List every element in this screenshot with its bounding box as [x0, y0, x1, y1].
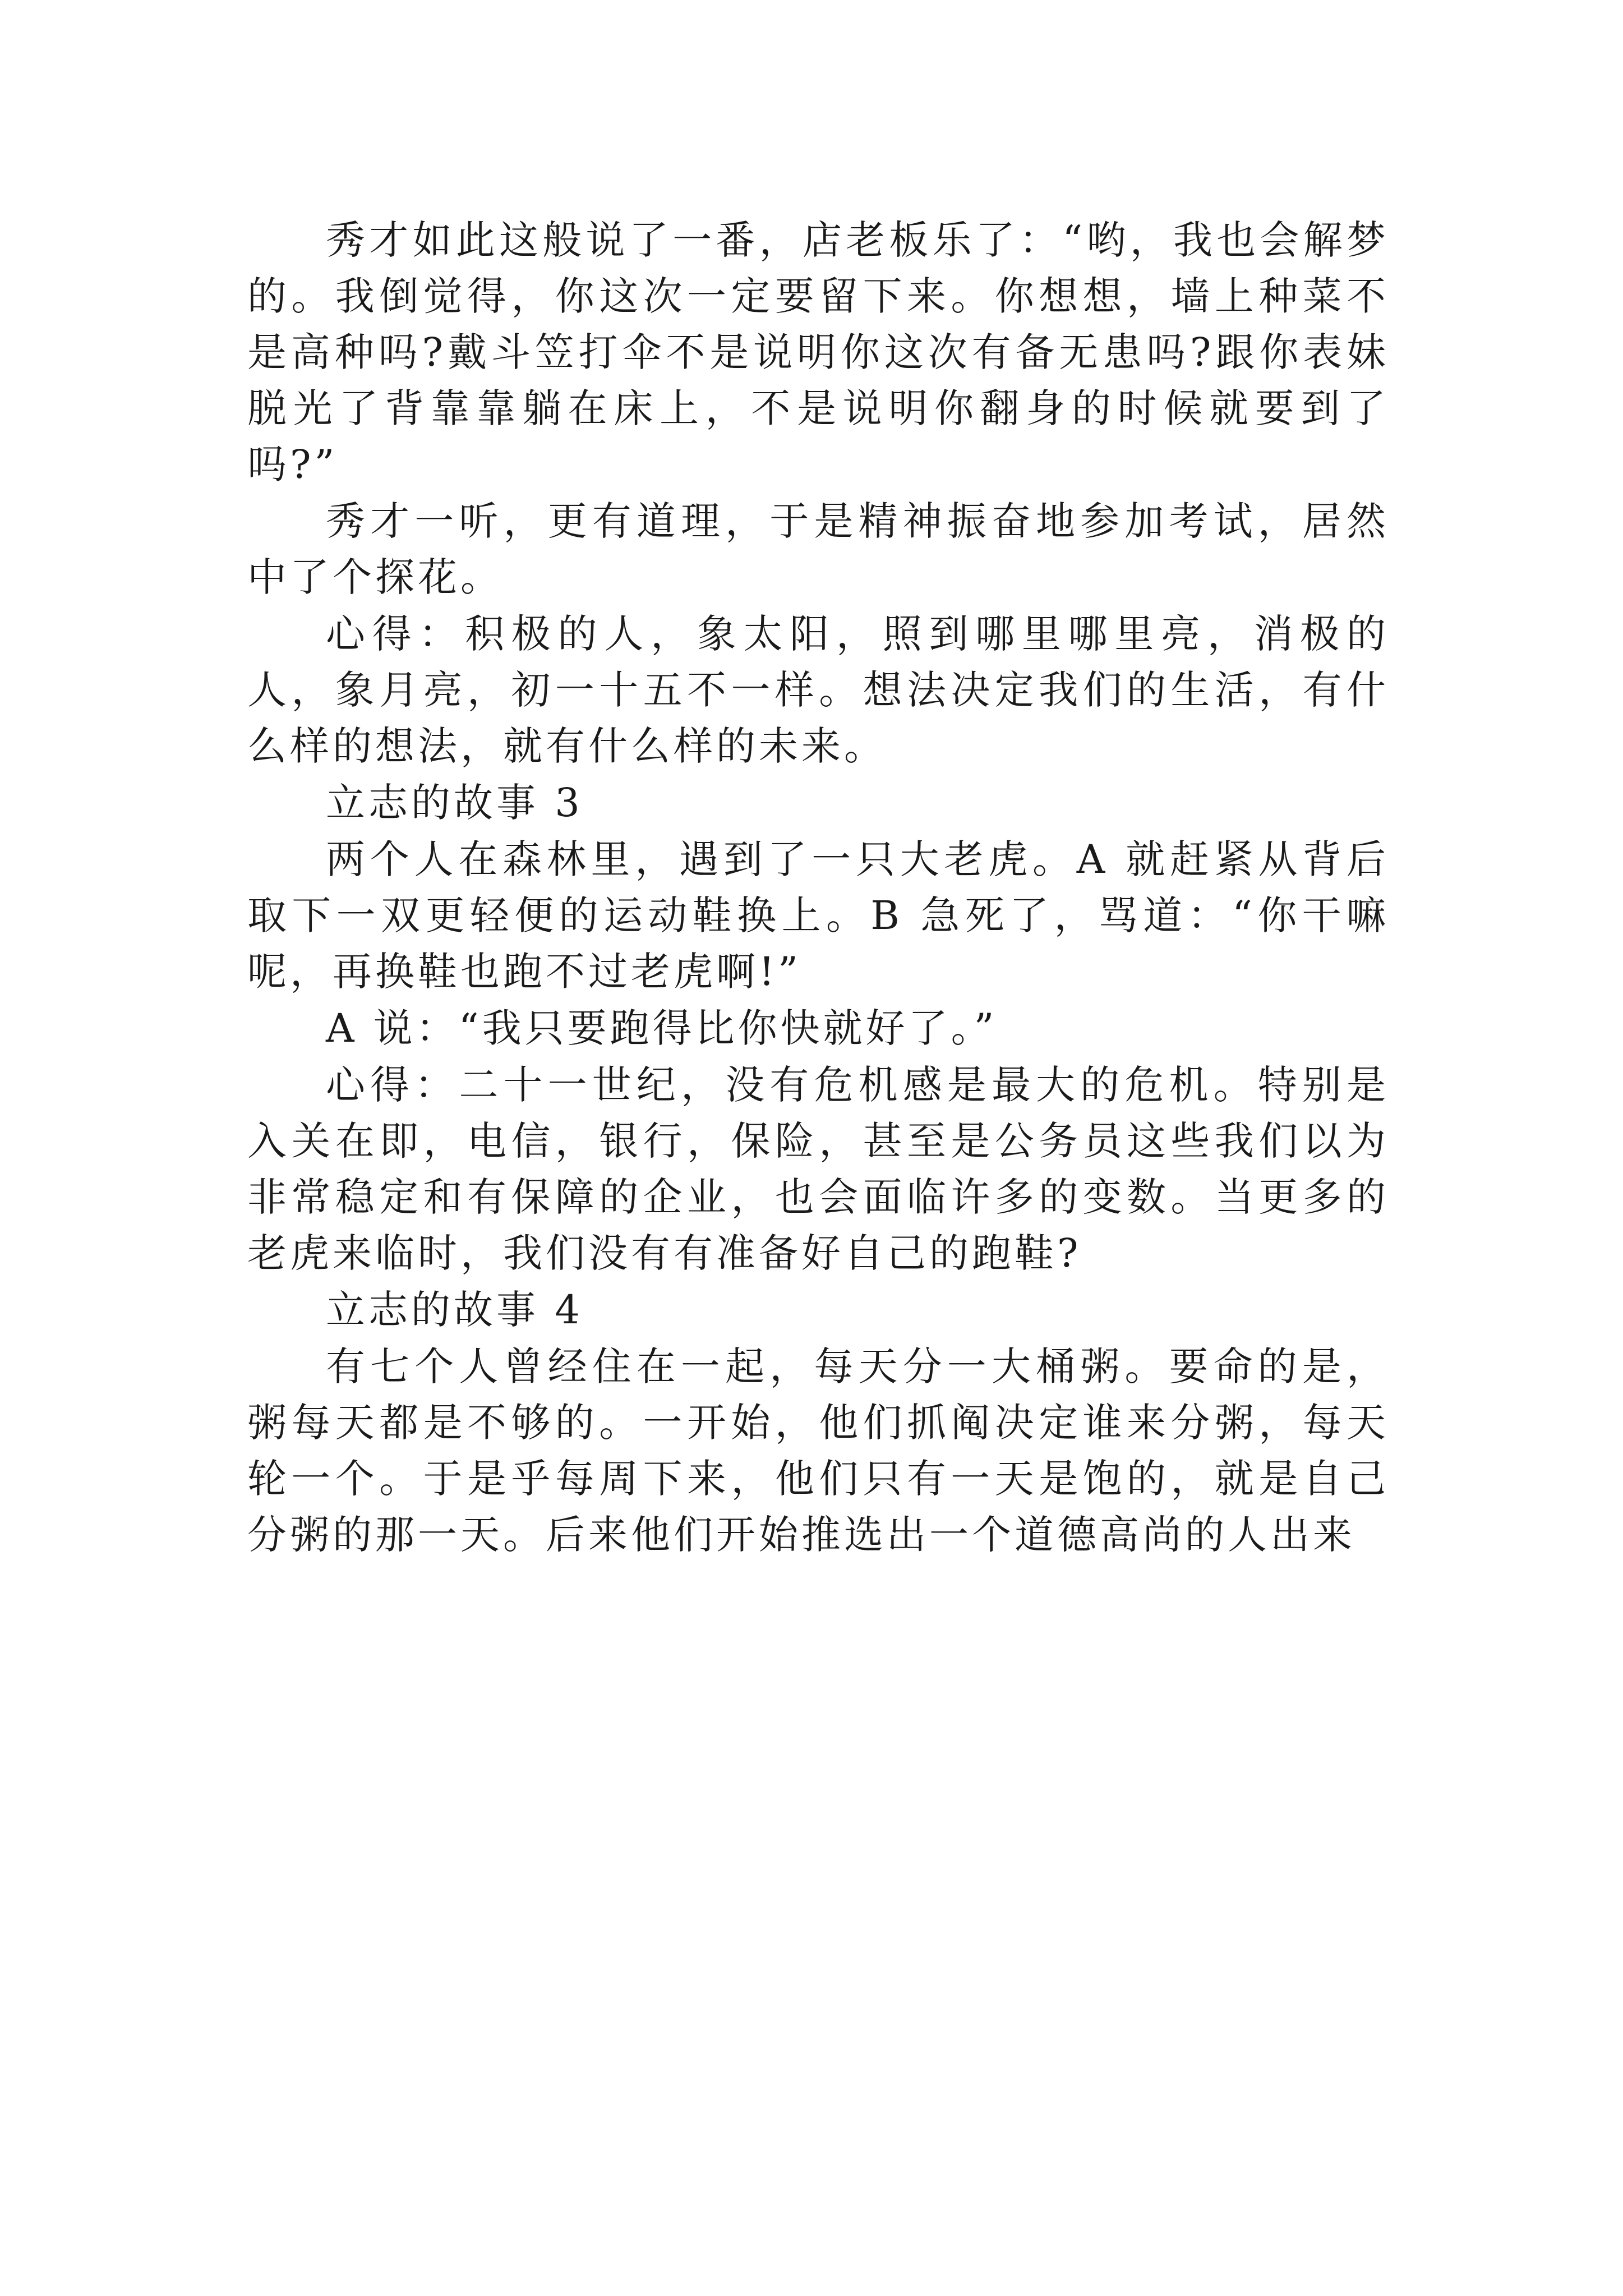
paragraph: 有七个人曾经住在一起，每天分一大桶粥。要命的是，粥每天都是不够的。一开始，他们抓阄决定谁来分粥，每天轮一个。于是乎每周下来，他们只有一天是饱的，就是自己分粥的那一天。后来他们开始推选出一个道德高尚的人出来 — [247, 1343, 1389, 1558]
paragraph: 心得：二十一世纪，没有危机感是最大的危机。特别是入关在即，电信，银行，保险，甚至是公务员这些我们以为非常稳定和有保障的企业，也会面临许多的变数。当更多的老虎来临时，我们没有有准备好自己的跑鞋? — [247, 1062, 1389, 1276]
paragraph: A 说：“我只要跑得比你快就好了。” — [326, 1005, 998, 1051]
paragraph: 秀才如此这般说了一番，店老板乐了：“哟，我也会解梦的。我倒觉得，你这次一定要留下来。你想想，墙上种菜不是高种吗?戴斗笠打伞不是说明你这次有备无患吗?跟你表妹脱光了背靠靠躺在床上，不是说明你翻身的时候就要到了吗?” — [247, 217, 1389, 487]
section-heading: 立志的故事 4 — [326, 1287, 583, 1333]
paragraph: 心得：积极的人，象太阳，照到哪里哪里亮，消极的人，象月亮，初一十五不一样。想法决定我们的生活，有什么样的想法，就有什么样的未来。 — [247, 611, 1389, 769]
section-heading: 立志的故事 3 — [326, 780, 583, 826]
paragraph: 两个人在森林里，遇到了一只大老虎。A 就赶紧从背后取下一双更轻便的运动鞋换上。B 急死了，骂道：“你干嘛呢，再换鞋也跑不过老虎啊!” — [247, 836, 1389, 995]
document-body — [247, 212, 1389, 1563]
paragraph: 秀才一听，更有道理，于是精神振奋地参加考试，居然中了个探花。 — [247, 498, 1389, 600]
